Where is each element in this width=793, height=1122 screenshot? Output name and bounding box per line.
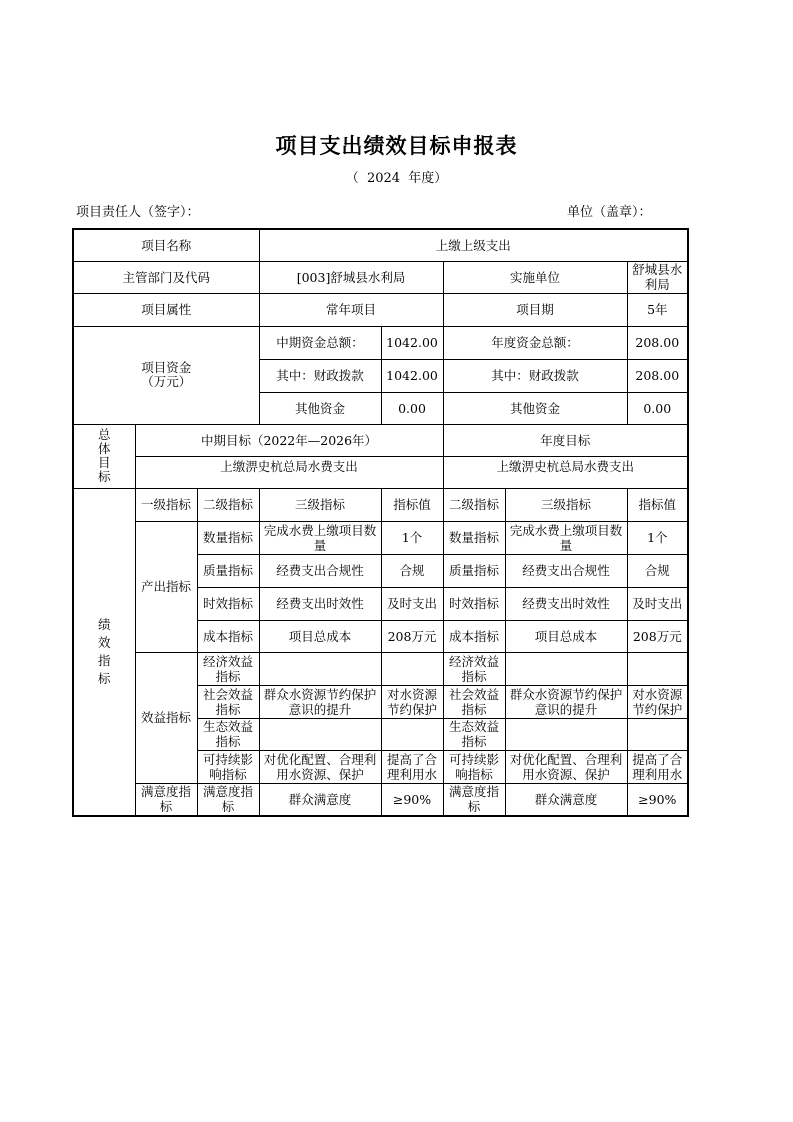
overall-target-label [73,424,135,488]
level2-cell: 可持续影响指标 [197,750,259,783]
overall-label-char: 标 [97,469,111,484]
level3-cell: 对优化配置、合理利用水资源、保护 [259,750,381,783]
year-value-cell: 提高了合理利用水 [627,750,688,783]
value-cell: 1个 [381,521,443,554]
annual-target-header: 年度目标 [443,424,688,456]
project-funds-label-line2: （万元） [141,374,192,389]
overall-target-header-row [73,424,688,456]
year-value-cell: 208万元 [627,620,688,652]
year-level3-cell [505,718,627,750]
header-value: 指标值 [381,488,443,521]
level2-cell: 经济效益指标 [197,652,259,685]
header-year-level3: 三级指标 [505,488,627,521]
value-cell [381,652,443,685]
overall-label-char: 总 [97,427,111,442]
satisfaction-indicator-label: 满意度指标 [135,783,197,816]
mid-fiscal-label: 其中：财政拨款 [259,359,381,392]
year-level2-cell: 可持续影响指标 [443,750,505,783]
department-row [73,261,688,293]
perf-label-char: 绩 [97,616,111,632]
year-level2-cell: 时效指标 [443,587,505,620]
level3-cell: 项目总成本 [259,620,381,652]
year-value-cell: 对水资源节约保护 [627,685,688,718]
year-level2-cell: 经济效益指标 [443,652,505,685]
level3-cell: 经费支出合规性 [259,554,381,587]
benefit-indicator-label: 效益指标 [135,652,197,783]
unit-seal-label: 单位（盖章）： [567,205,652,220]
department-label: 主管部门及代码 [73,261,259,293]
perf-label-char: 标 [97,670,111,686]
year-level2-cell: 社会效益指标 [443,685,505,718]
level2-cell: 质量指标 [197,554,259,587]
implementing-unit-value: 舒城县水利局 [627,261,688,293]
year-level3-cell: 经费支出时效性 [505,587,627,620]
value-cell: 208万元 [381,620,443,652]
year-level2-cell: 满意度指标 [443,783,505,816]
level3-cell [259,652,381,685]
level3-cell: 群众水资源节约保护意识的提升 [259,685,381,718]
level2-cell: 时效指标 [197,587,259,620]
mid-term-target-text: 上缴淠史杭总局水费支出 [135,456,443,488]
project-period-value: 5年 [627,293,688,326]
year-fiscal-label: 其中：财政拨款 [443,359,627,392]
level2-cell: 成本指标 [197,620,259,652]
header-year-value: 指标值 [627,488,688,521]
overall-target-content-row [73,456,688,488]
page-title: 项目支出绩效目标申报表 [275,133,518,158]
header-level3: 三级指标 [259,488,381,521]
year-value-cell: 1个 [627,521,688,554]
value-cell: ≥90% [381,783,443,816]
year-level2-cell: 生态效益指标 [443,718,505,750]
project-name-label: 项目名称 [73,229,259,261]
year-value-cell [627,718,688,750]
project-funds-label [73,326,259,424]
header-level1: 一级指标 [135,488,197,521]
performance-target-table [72,228,689,817]
year-value-cell: 及时支出 [627,587,688,620]
year-value-cell: ≥90% [627,783,688,816]
value-cell [381,718,443,750]
annual-target-text: 上缴淠史杭总局水费支出 [443,456,688,488]
year-total-value: 208.00 [627,326,688,359]
overall-label-char: 体 [97,441,111,456]
year-other-value: 0.00 [627,392,688,424]
year-fiscal-value: 208.00 [627,359,688,392]
level2-cell: 数量指标 [197,521,259,554]
mid-fiscal-value: 1042.00 [381,359,443,392]
level3-cell [259,718,381,750]
header-level2: 二级指标 [197,488,259,521]
level2-cell: 社会效益指标 [197,685,259,718]
mid-term-target-header: 中期目标（2022年—2026年） [135,424,443,456]
mid-total-label: 中期资金总额： [259,326,381,359]
year-level3-cell [505,652,627,685]
project-name-value: 上缴上级支出 [259,229,688,261]
funds-total-row [73,326,688,359]
mid-total-value: 1042.00 [381,326,443,359]
value-cell: 提高了合理利用水 [381,750,443,783]
project-period-label: 项目期 [443,293,627,326]
indicator-header-row [73,488,688,521]
perf-label-char: 效 [97,634,111,650]
year-level3-cell: 群众满意度 [505,783,627,816]
year-value-cell [627,652,688,685]
year-level3-cell: 完成水费上缴项目数量 [505,521,627,554]
table-row [73,521,688,554]
value-cell: 合规 [381,554,443,587]
project-attribute-value: 常年项目 [259,293,443,326]
header-year-level2: 二级指标 [443,488,505,521]
perf-label-char: 指 [97,652,111,668]
output-indicator-label: 产出指标 [135,521,197,652]
year-subtitle: （ 2024 年度） [345,171,448,186]
value-cell: 及时支出 [381,587,443,620]
level3-cell: 群众满意度 [259,783,381,816]
year-level2-cell: 数量指标 [443,521,505,554]
table-row [73,783,688,816]
year-total-label: 年度资金总额： [443,326,627,359]
value-cell: 对水资源节约保护 [381,685,443,718]
year-level2-cell: 质量指标 [443,554,505,587]
implementing-unit-label: 实施单位 [443,261,627,293]
year-level3-cell: 经费支出合规性 [505,554,627,587]
level2-cell: 生态效益指标 [197,718,259,750]
table-row [73,652,688,685]
level3-cell: 完成水费上缴项目数量 [259,521,381,554]
year-level3-cell: 项目总成本 [505,620,627,652]
project-funds-label-line1: 项目资金 [141,360,192,375]
year-value-cell: 合规 [627,554,688,587]
performance-indicator-label [73,488,135,816]
mid-other-label: 其他资金 [259,392,381,424]
department-value: [003]舒城县水利局 [259,261,443,293]
attribute-row [73,293,688,326]
year-level2-cell: 成本指标 [443,620,505,652]
overall-label-char: 目 [97,455,111,470]
year-other-label: 其他资金 [443,392,627,424]
mid-other-value: 0.00 [381,392,443,424]
project-attribute-label: 项目属性 [73,293,259,326]
year-level3-cell: 群众水资源节约保护意识的提升 [505,685,627,718]
responsible-person-signature-label: 项目责任人（签字）： [76,205,200,220]
project-name-row [73,229,688,261]
level3-cell: 经费支出时效性 [259,587,381,620]
level2-cell: 满意度指标 [197,783,259,816]
year-level3-cell: 对优化配置、合理利用水资源、保护 [505,750,627,783]
